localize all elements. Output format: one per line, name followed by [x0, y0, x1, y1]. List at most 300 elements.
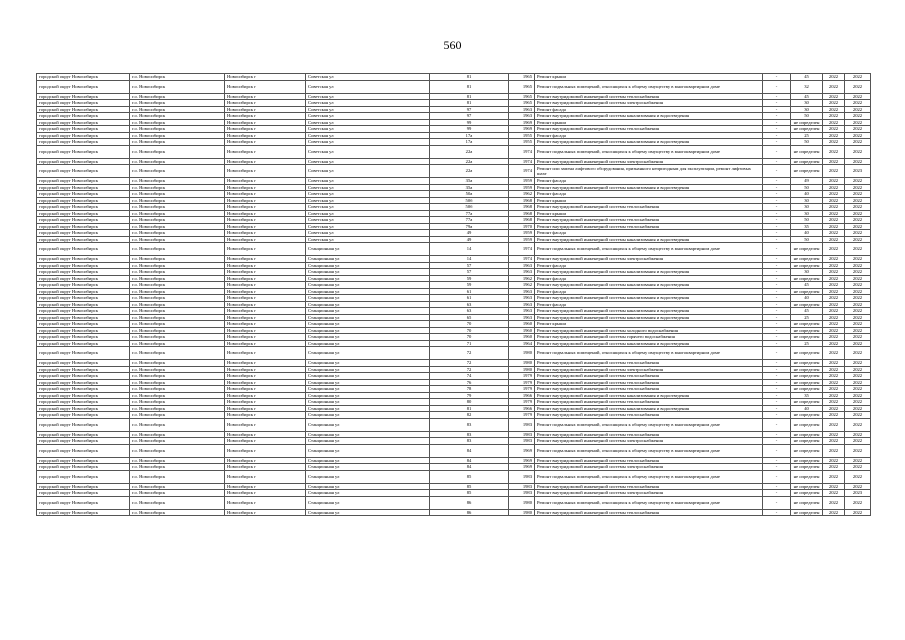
- cell-dash: -: [763, 470, 791, 483]
- cell-house-number: 85: [430, 490, 509, 497]
- cell-settlement: Новосибирск г: [225, 106, 306, 113]
- cell-cost: 30: [791, 106, 823, 113]
- cell-municipal-district: городской округ Новосибирск: [37, 392, 130, 399]
- cell-street: Станционная ул: [306, 490, 430, 497]
- cell-work-type: Ремонт внутридомовой инженерной системы теплоснабжения: [535, 483, 763, 490]
- cell-house-number: 97: [430, 106, 509, 113]
- cell-house-number: 77а: [430, 217, 509, 224]
- cell-year-start: 2022: [823, 132, 845, 139]
- cell-year-end: 2022: [845, 288, 871, 295]
- cell-year-end: 2022: [845, 366, 871, 373]
- cell-build-year: 1980: [509, 496, 535, 509]
- cell-street: Советская ул: [306, 184, 430, 191]
- cell-settlement: Новосибирск г: [225, 470, 306, 483]
- cell-house-number: 72: [430, 366, 509, 373]
- cell-municipal-district: городской округ Новосибирск: [37, 269, 130, 276]
- cell-house-number: 14: [430, 243, 509, 256]
- cell-street: Станционная ул: [306, 412, 430, 419]
- cell-settlement: Новосибирск г: [225, 340, 306, 347]
- cell-year-start: 2022: [823, 197, 845, 204]
- cell-year-end: 2022: [845, 470, 871, 483]
- cell-city-okrug: г.о. Новосибирск: [130, 405, 225, 412]
- cell-year-end: 2022: [845, 457, 871, 464]
- cell-work-type: Ремонт крыши: [535, 321, 763, 328]
- cell-year-end: 2022: [845, 444, 871, 457]
- cell-dash: -: [763, 295, 791, 302]
- cell-municipal-district: городской округ Новосибирск: [37, 301, 130, 308]
- cell-city-okrug: г.о. Новосибирск: [130, 314, 225, 321]
- cell-settlement: Новосибирск г: [225, 223, 306, 230]
- cell-settlement: Новосибирск г: [225, 412, 306, 419]
- cell-cost: 50: [791, 113, 823, 120]
- cell-settlement: Новосибирск г: [225, 314, 306, 321]
- cell-settlement: Новосибирск г: [225, 132, 306, 139]
- cell-municipal-district: городской округ Новосибирск: [37, 496, 130, 509]
- cell-city-okrug: г.о. Новосибирск: [130, 178, 225, 185]
- cell-city-okrug: г.о. Новосибирск: [130, 464, 225, 471]
- cell-year-end: 2022: [845, 392, 871, 399]
- cell-city-okrug: г.о. Новосибирск: [130, 100, 225, 107]
- cell-year-start: 2022: [823, 126, 845, 133]
- cell-build-year: 1963: [509, 113, 535, 120]
- cell-work-type: Ремонт внутридомовой инженерной системы канализования и водоотведения: [535, 314, 763, 321]
- cell-street: Советская ул: [306, 191, 430, 198]
- cell-cost: 25: [791, 340, 823, 347]
- cell-build-year: 1965: [509, 100, 535, 107]
- cell-year-start: 2022: [823, 418, 845, 431]
- cell-municipal-district: городской округ Новосибирск: [37, 431, 130, 438]
- cell-work-type: Ремонт внутридомовой инженерной системы канализования и водоотведения: [535, 392, 763, 399]
- cell-municipal-district: городской округ Новосибирск: [37, 282, 130, 289]
- cell-year-end: 2022: [845, 191, 871, 198]
- cell-city-okrug: г.о. Новосибирск: [130, 132, 225, 139]
- cell-dash: -: [763, 412, 791, 419]
- cell-house-number: 85: [430, 483, 509, 490]
- cell-house-number: 59: [430, 282, 509, 289]
- cell-house-number: 57: [430, 269, 509, 276]
- cell-house-number: 70: [430, 334, 509, 341]
- cell-work-type: Ремонт внутридомовой инженерной системы канализования и водоотведения: [535, 236, 763, 243]
- cell-year-end: 2023: [845, 490, 871, 497]
- cell-house-number: 81: [430, 100, 509, 107]
- cell-dash: -: [763, 197, 791, 204]
- cell-year-start: 2022: [823, 74, 845, 81]
- cell-work-type: Ремонт внутридомовой инженерной системы теплоснабжения: [535, 379, 763, 386]
- table-row: [37, 165, 871, 178]
- cell-house-number: 76: [430, 379, 509, 386]
- cell-settlement: Новосибирск г: [225, 483, 306, 490]
- cell-municipal-district: городской округ Новосибирск: [37, 217, 130, 224]
- cell-settlement: Новосибирск г: [225, 145, 306, 158]
- cell-street: Станционная ул: [306, 399, 430, 406]
- cell-dash: -: [763, 438, 791, 445]
- cell-year-end: 2022: [845, 464, 871, 471]
- cell-cost: не определен: [791, 145, 823, 158]
- cell-year-start: 2022: [823, 340, 845, 347]
- cell-street: Станционная ул: [306, 373, 430, 380]
- cell-year-start: 2022: [823, 80, 845, 93]
- cell-settlement: Новосибирск г: [225, 204, 306, 211]
- cell-dash: -: [763, 334, 791, 341]
- cell-dash: -: [763, 210, 791, 217]
- cell-settlement: Новосибирск г: [225, 295, 306, 302]
- cell-municipal-district: городской округ Новосибирск: [37, 165, 130, 178]
- cell-year-end: 2022: [845, 418, 871, 431]
- cell-cost: 50: [791, 139, 823, 146]
- cell-settlement: Новосибирск г: [225, 509, 306, 516]
- cell-house-number: 71: [430, 340, 509, 347]
- cell-street: Станционная ул: [306, 243, 430, 256]
- cell-dash: -: [763, 490, 791, 497]
- cell-street: Советская ул: [306, 165, 430, 178]
- cell-work-type: Ремонт фасада: [535, 262, 763, 269]
- cell-work-type: Ремонт крыши: [535, 74, 763, 81]
- cell-work-type: Ремонт внутридомовой инженерной системы теплоснабжения: [535, 373, 763, 380]
- cell-street: Советская ул: [306, 106, 430, 113]
- cell-street: Станционная ул: [306, 509, 430, 516]
- cell-dash: -: [763, 347, 791, 360]
- cell-build-year: 1983: [509, 470, 535, 483]
- cell-street: Советская ул: [306, 113, 430, 120]
- cell-dash: -: [763, 509, 791, 516]
- cell-city-okrug: г.о. Новосибирск: [130, 366, 225, 373]
- cell-build-year: 1983: [509, 418, 535, 431]
- cell-year-end: 2022: [845, 340, 871, 347]
- cell-dash: -: [763, 282, 791, 289]
- cell-city-okrug: г.о. Новосибирск: [130, 282, 225, 289]
- cell-settlement: Новосибирск г: [225, 113, 306, 120]
- cell-year-start: 2022: [823, 509, 845, 516]
- cell-house-number: 72: [430, 347, 509, 360]
- cell-cost: 45: [791, 74, 823, 81]
- cell-year-start: 2022: [823, 295, 845, 302]
- cell-work-type: Ремонт внутридомовой инженерной системы теплоснабжения: [535, 126, 763, 133]
- cell-build-year: 1970: [509, 223, 535, 230]
- cell-municipal-district: городской округ Новосибирск: [37, 126, 130, 133]
- cell-year-start: 2022: [823, 282, 845, 289]
- cell-work-type: Ремонт фасада: [535, 230, 763, 237]
- cell-work-type: Ремонт внутридомовой инженерной системы горячего водоснабжения: [535, 334, 763, 341]
- cell-street: Советская ул: [306, 230, 430, 237]
- cell-year-end: 2022: [845, 360, 871, 367]
- cell-dash: -: [763, 100, 791, 107]
- cell-settlement: Новосибирск г: [225, 282, 306, 289]
- cell-street: Советская ул: [306, 223, 430, 230]
- table-row: [37, 145, 871, 158]
- cell-build-year: 1963: [509, 288, 535, 295]
- cell-work-type: Ремонт фасада: [535, 132, 763, 139]
- cell-street: Станционная ул: [306, 366, 430, 373]
- cell-dash: -: [763, 145, 791, 158]
- cell-municipal-district: городской округ Новосибирск: [37, 464, 130, 471]
- cell-dash: -: [763, 314, 791, 321]
- cell-house-number: 81: [430, 80, 509, 93]
- cell-build-year: 1962: [509, 191, 535, 198]
- cell-cost: 50: [791, 236, 823, 243]
- cell-year-start: 2022: [823, 301, 845, 308]
- cell-year-start: 2022: [823, 334, 845, 341]
- cell-city-okrug: г.о. Новосибирск: [130, 392, 225, 399]
- cell-street: Станционная ул: [306, 470, 430, 483]
- cell-dash: -: [763, 366, 791, 373]
- cell-build-year: 1965: [509, 80, 535, 93]
- cell-settlement: Новосибирск г: [225, 197, 306, 204]
- cell-settlement: Новосибирск г: [225, 379, 306, 386]
- cell-year-end: 2022: [845, 126, 871, 133]
- cell-year-start: 2022: [823, 204, 845, 211]
- cell-build-year: 1979: [509, 412, 535, 419]
- cell-city-okrug: г.о. Новосибирск: [130, 340, 225, 347]
- cell-street: Станционная ул: [306, 438, 430, 445]
- cell-year-start: 2022: [823, 405, 845, 412]
- cell-dash: -: [763, 262, 791, 269]
- cell-build-year: 1974: [509, 243, 535, 256]
- cell-cost: 45: [791, 282, 823, 289]
- cell-work-type: Ремонт внутридомовой инженерной системы холодного водоснабжения: [535, 327, 763, 334]
- cell-build-year: 1980: [509, 366, 535, 373]
- cell-cost: 35: [791, 223, 823, 230]
- cell-year-end: 2022: [845, 106, 871, 113]
- cell-city-okrug: г.о. Новосибирск: [130, 230, 225, 237]
- cell-build-year: 1974: [509, 145, 535, 158]
- cell-dash: -: [763, 431, 791, 438]
- cell-municipal-district: городской округ Новосибирск: [37, 308, 130, 315]
- cell-work-type: Ремонт фасада: [535, 301, 763, 308]
- cell-city-okrug: г.о. Новосибирск: [130, 327, 225, 334]
- cell-street: Станционная ул: [306, 360, 430, 367]
- cell-year-start: 2022: [823, 327, 845, 334]
- cell-build-year: 1966: [509, 405, 535, 412]
- cell-work-type: Ремонт фасада: [535, 106, 763, 113]
- cell-dash: -: [763, 256, 791, 263]
- cell-street: Станционная ул: [306, 321, 430, 328]
- cell-cost: 50: [791, 184, 823, 191]
- cell-cost: не определен: [791, 418, 823, 431]
- cell-house-number: 61: [430, 288, 509, 295]
- cell-cost: не определен: [791, 464, 823, 471]
- cell-build-year: 1979: [509, 379, 535, 386]
- cell-dash: -: [763, 139, 791, 146]
- cell-build-year: 1965: [509, 93, 535, 100]
- cell-city-okrug: г.о. Новосибирск: [130, 106, 225, 113]
- cell-municipal-district: городской округ Новосибирск: [37, 444, 130, 457]
- cell-cost: 40: [791, 230, 823, 237]
- cell-municipal-district: городской округ Новосибирск: [37, 418, 130, 431]
- cell-cost: 49: [791, 178, 823, 185]
- cell-municipal-district: городской округ Новосибирск: [37, 230, 130, 237]
- cell-work-type: Ремонт внутридомовой инженерной системы теплоснабжения: [535, 204, 763, 211]
- cell-year-end: 2022: [845, 100, 871, 107]
- cell-year-start: 2022: [823, 275, 845, 282]
- cell-build-year: 1964: [509, 340, 535, 347]
- cell-settlement: Новосибирск г: [225, 321, 306, 328]
- cell-city-okrug: г.о. Новосибирск: [130, 308, 225, 315]
- cell-build-year: 1960: [509, 327, 535, 334]
- cell-house-number: 65: [430, 314, 509, 321]
- cell-cost: не определен: [791, 126, 823, 133]
- cell-municipal-district: городской округ Новосибирск: [37, 132, 130, 139]
- cell-work-type: Ремонт подвальных помещений, относящихся к общему имуществу в многоквартирном доме: [535, 470, 763, 483]
- cell-city-okrug: г.о. Новосибирск: [130, 373, 225, 380]
- cell-city-okrug: г.о. Новосибирск: [130, 457, 225, 464]
- repair-schedule-table: [36, 73, 871, 516]
- cell-settlement: Новосибирск г: [225, 438, 306, 445]
- cell-dash: -: [763, 126, 791, 133]
- cell-work-type: Ремонт внутридомовой инженерной системы электроснабжения: [535, 100, 763, 107]
- cell-cost: не определен: [791, 256, 823, 263]
- cell-municipal-district: городской округ Новосибирск: [37, 295, 130, 302]
- cell-city-okrug: г.о. Новосибирск: [130, 412, 225, 419]
- cell-house-number: 83: [430, 438, 509, 445]
- cell-dash: -: [763, 405, 791, 412]
- cell-municipal-district: городской округ Новосибирск: [37, 119, 130, 126]
- cell-house-number: 79: [430, 392, 509, 399]
- cell-build-year: 1963: [509, 314, 535, 321]
- cell-settlement: Новосибирск г: [225, 386, 306, 393]
- cell-dash: -: [763, 379, 791, 386]
- cell-city-okrug: г.о. Новосибирск: [130, 295, 225, 302]
- cell-cost: 32: [791, 80, 823, 93]
- cell-cost: 30: [791, 269, 823, 276]
- cell-work-type: Ремонт внутридомовой инженерной системы канализования и водоотведения: [535, 113, 763, 120]
- cell-settlement: Новосибирск г: [225, 191, 306, 198]
- cell-work-type: Ремонт внутридомовой инженерной системы теплоснабжения: [535, 431, 763, 438]
- cell-settlement: Новосибирск г: [225, 308, 306, 315]
- cell-house-number: 81: [430, 74, 509, 81]
- cell-dash: -: [763, 113, 791, 120]
- cell-settlement: Новосибирск г: [225, 184, 306, 191]
- cell-cost: не определен: [791, 275, 823, 282]
- cell-work-type: Ремонт подвальных помещений, относящихся к общему имуществу в многоквартирном доме: [535, 347, 763, 360]
- cell-house-number: 84: [430, 444, 509, 457]
- cell-work-type: Ремонт подвальных помещений, относящихся к общему имуществу в многоквартирном доме: [535, 145, 763, 158]
- cell-year-end: 2022: [845, 230, 871, 237]
- cell-house-number: 86: [430, 509, 509, 516]
- cell-year-start: 2022: [823, 321, 845, 328]
- cell-year-start: 2022: [823, 288, 845, 295]
- cell-year-end: 2022: [845, 204, 871, 211]
- cell-dash: -: [763, 288, 791, 295]
- cell-year-start: 2022: [823, 158, 845, 165]
- cell-house-number: 17а: [430, 132, 509, 139]
- cell-street: Станционная ул: [306, 334, 430, 341]
- cell-year-end: 2022: [845, 256, 871, 263]
- cell-house-number: 35а: [430, 178, 509, 185]
- cell-city-okrug: г.о. Новосибирск: [130, 191, 225, 198]
- cell-house-number: 80: [430, 399, 509, 406]
- cell-build-year: 1968: [509, 204, 535, 211]
- cell-city-okrug: г.о. Новосибирск: [130, 444, 225, 457]
- cell-municipal-district: городской округ Новосибирск: [37, 490, 130, 497]
- cell-city-okrug: г.о. Новосибирск: [130, 243, 225, 256]
- cell-work-type: Ремонт подвальных помещений, относящихся к общему имуществу в многоквартирном доме: [535, 243, 763, 256]
- cell-cost: не определен: [791, 373, 823, 380]
- cell-settlement: Новосибирск г: [225, 301, 306, 308]
- cell-cost: не определен: [791, 321, 823, 328]
- cell-house-number: 63: [430, 301, 509, 308]
- cell-settlement: Новосибирск г: [225, 80, 306, 93]
- cell-year-end: 2022: [845, 132, 871, 139]
- table-body: [37, 74, 871, 516]
- cell-settlement: Новосибирск г: [225, 457, 306, 464]
- cell-work-type: Ремонт внутридомовой инженерной системы канализования и водоотведения: [535, 139, 763, 146]
- cell-year-end: 2022: [845, 379, 871, 386]
- cell-year-start: 2022: [823, 210, 845, 217]
- cell-year-start: 2022: [823, 314, 845, 321]
- cell-year-start: 2022: [823, 360, 845, 367]
- cell-house-number: 49: [430, 230, 509, 237]
- cell-municipal-district: городской округ Новосибирск: [37, 113, 130, 120]
- cell-house-number: 77а: [430, 210, 509, 217]
- cell-city-okrug: г.о. Новосибирск: [130, 418, 225, 431]
- cell-cost: не определен: [791, 288, 823, 295]
- cell-build-year: 1980: [509, 360, 535, 367]
- cell-house-number: 59: [430, 275, 509, 282]
- cell-street: Советская ул: [306, 197, 430, 204]
- cell-year-start: 2022: [823, 269, 845, 276]
- cell-house-number: 83: [430, 431, 509, 438]
- cell-build-year: 1963: [509, 269, 535, 276]
- cell-house-number: 22а: [430, 165, 509, 178]
- cell-work-type: Ремонт внутридомовой инженерной системы канализования и водоотведения: [535, 340, 763, 347]
- cell-cost: 30: [791, 204, 823, 211]
- cell-year-start: 2022: [823, 464, 845, 471]
- cell-work-type: Ремонт фасада: [535, 178, 763, 185]
- cell-year-start: 2022: [823, 113, 845, 120]
- cell-settlement: Новосибирск г: [225, 327, 306, 334]
- cell-city-okrug: г.о. Новосибирск: [130, 288, 225, 295]
- cell-street: Станционная ул: [306, 269, 430, 276]
- cell-cost: не определен: [791, 444, 823, 457]
- cell-work-type: Ремонт крыши: [535, 210, 763, 217]
- cell-year-end: 2022: [845, 301, 871, 308]
- cell-year-start: 2022: [823, 256, 845, 263]
- cell-year-start: 2022: [823, 308, 845, 315]
- cell-build-year: 1955: [509, 132, 535, 139]
- cell-city-okrug: г.о. Новосибирск: [130, 74, 225, 81]
- cell-work-type: Ремонт внутридомовой инженерной системы теплоснабжения: [535, 412, 763, 419]
- cell-cost: не определен: [791, 496, 823, 509]
- cell-work-type: Ремонт внутридомовой инженерной системы электроснабжения: [535, 464, 763, 471]
- cell-house-number: 63: [430, 308, 509, 315]
- cell-municipal-district: городской округ Новосибирск: [37, 275, 130, 282]
- cell-street: Советская ул: [306, 126, 430, 133]
- cell-house-number: 74: [430, 373, 509, 380]
- cell-street: Станционная ул: [306, 295, 430, 302]
- cell-year-end: 2022: [845, 386, 871, 393]
- cell-settlement: Новосибирск г: [225, 496, 306, 509]
- cell-city-okrug: г.о. Новосибирск: [130, 262, 225, 269]
- cell-year-start: 2022: [823, 347, 845, 360]
- cell-year-end: 2022: [845, 431, 871, 438]
- cell-house-number: 82: [430, 412, 509, 419]
- cell-street: Станционная ул: [306, 418, 430, 431]
- cell-work-type: Ремонт крыши: [535, 119, 763, 126]
- cell-settlement: Новосибирск г: [225, 230, 306, 237]
- cell-cost: не определен: [791, 360, 823, 367]
- cell-municipal-district: городской округ Новосибирск: [37, 262, 130, 269]
- cell-year-start: 2022: [823, 93, 845, 100]
- cell-city-okrug: г.о. Новосибирск: [130, 139, 225, 146]
- cell-city-okrug: г.о. Новосибирск: [130, 113, 225, 120]
- cell-year-start: 2022: [823, 496, 845, 509]
- cell-house-number: 70: [430, 327, 509, 334]
- cell-build-year: 1963: [509, 295, 535, 302]
- cell-cost: 45: [791, 93, 823, 100]
- cell-cost: 25: [791, 314, 823, 321]
- cell-municipal-district: городской округ Новосибирск: [37, 321, 130, 328]
- cell-build-year: 1955: [509, 139, 535, 146]
